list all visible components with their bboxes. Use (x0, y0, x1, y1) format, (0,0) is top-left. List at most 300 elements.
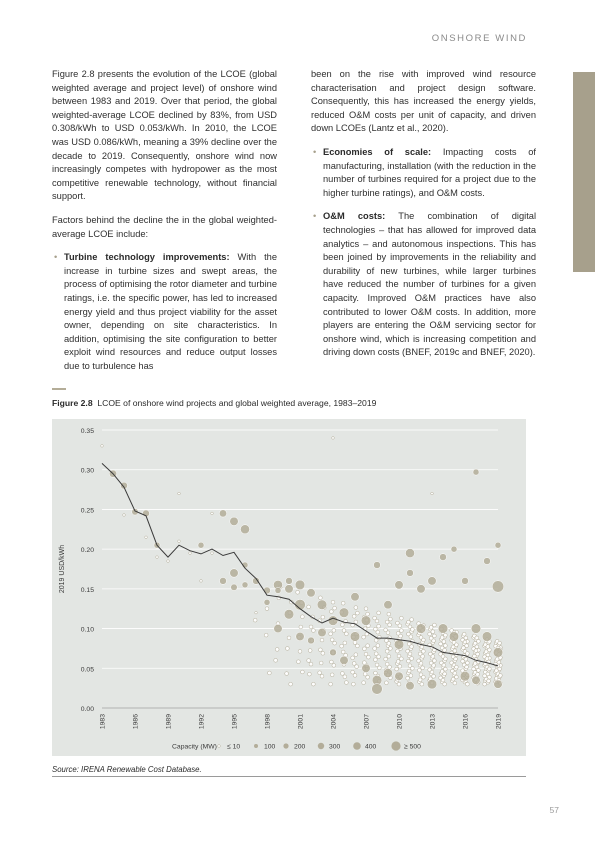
project-marker-small (286, 647, 290, 651)
grid-layer (102, 430, 498, 708)
project-marker (449, 632, 459, 642)
legend-marker (318, 743, 324, 749)
project-marker-small (297, 660, 301, 664)
project-marker-small (268, 671, 272, 675)
project-marker-small (355, 665, 359, 669)
project-marker (295, 580, 305, 590)
project-marker (494, 680, 503, 689)
project-marker-small (332, 663, 336, 667)
project-marker-small (345, 681, 349, 685)
project-marker-small (432, 664, 436, 668)
bullet-om-costs (311, 210, 536, 360)
page-number: 57 (549, 805, 559, 815)
project-marker-small (409, 635, 413, 639)
project-marker-small (321, 651, 325, 655)
project-marker-small (385, 681, 389, 685)
y-tick-label: 0.10 (80, 626, 94, 634)
legend-layer (172, 741, 421, 750)
project-marker-small (474, 649, 478, 653)
lcoe-scatter-chart (52, 419, 526, 756)
figure-title: LCOE of onshore wind projects and global weighted average, 1983–2019 (97, 398, 377, 408)
x-tick-label: 2001 (297, 714, 305, 730)
project-marker-small (433, 659, 437, 663)
project-marker-small (410, 618, 414, 622)
project-marker (178, 492, 181, 495)
project-marker (296, 632, 305, 641)
project-marker-small (454, 657, 458, 661)
project-marker (220, 577, 227, 584)
project-marker-small (341, 672, 345, 676)
x-tick-label: 2013 (429, 714, 437, 730)
y-axis-label: 2019 USD/kWh (59, 544, 66, 594)
project-marker-small (356, 611, 360, 615)
bullet-marker-icon: • (313, 146, 317, 157)
x-tick-label: 1992 (198, 714, 206, 730)
y-tick-label: 0.35 (80, 428, 94, 435)
project-marker-small (374, 638, 378, 642)
project-marker-small (418, 678, 422, 682)
project-marker-small (409, 674, 413, 678)
project-marker (460, 671, 470, 681)
project-marker-small (307, 659, 311, 663)
project-marker (230, 517, 239, 526)
project-marker-small (299, 625, 303, 629)
intro-paragraph: Figure 2.8 presents the evolution of the LCOE (global weighted average and project level) of onshore wind between 1983 and 2019. Over that period, the global weighted-average LCOE declined by 83%, from USD 0.308/kWh to USD 0.053/kWh. In 2010, the LCOE was USD 0.086/kWh, meaning a 39% decline over the decade to 2019. Consequently, onshore wind now increasingly competes with hydropower as the most competitive renewable technology, without financial support. (52, 69, 277, 202)
x-tick-label: 2016 (462, 714, 470, 730)
project-marker-small (395, 667, 399, 671)
project-marker-small (366, 612, 370, 616)
project-marker (274, 624, 283, 633)
project-marker-small (398, 664, 402, 668)
project-marker-small (498, 641, 502, 645)
source-rule (52, 776, 526, 777)
legend-entry: 300 (329, 743, 341, 751)
project-marker-small (429, 626, 433, 630)
project-marker-small (333, 606, 337, 610)
project-marker (286, 577, 293, 584)
project-marker-small (320, 638, 324, 642)
project-marker-small (331, 600, 335, 604)
project-marker-small (301, 670, 305, 674)
project-marker-small (354, 606, 358, 610)
project-marker-small (373, 647, 377, 651)
project-marker (416, 624, 426, 634)
project-marker-small (440, 636, 444, 640)
project-marker-small (396, 649, 400, 653)
project-marker-small (430, 670, 434, 674)
project-marker (340, 656, 349, 665)
project-marker (332, 437, 335, 440)
project-marker-small (499, 674, 503, 678)
project-marker-small (319, 661, 323, 665)
legend-entry: ≤ 10 (227, 743, 241, 751)
project-marker (167, 560, 170, 563)
project-marker-small (320, 674, 324, 678)
project-marker (318, 628, 327, 637)
chart-panel (52, 419, 526, 756)
project-marker-small (340, 644, 344, 648)
project-marker (156, 556, 159, 559)
figure-source: Source: IRENA Renewable Cost Database. (52, 765, 202, 774)
project-marker (285, 585, 294, 594)
legend-marker (254, 744, 258, 748)
project-marker-small (453, 681, 457, 685)
project-marker (495, 542, 501, 548)
project-marker-small (343, 641, 347, 645)
project-marker-small (433, 623, 437, 627)
project-marker-small (461, 659, 465, 663)
project-marker (383, 668, 392, 677)
project-marker-small (376, 644, 380, 648)
project-marker-small (407, 659, 411, 663)
bullet-marker-icon: • (54, 252, 58, 263)
x-tick-label: 1995 (231, 714, 239, 730)
bullet-text: The combination of digital technologies – that has allowed for improved data analytics – and autonomous inspections. This has been joined by improvements in the reliability and durability of new turbines, while larger turbines have reduced the number of turbines for a given capacity. Improved O&M practices have also contributed to lower O&M costs. In addition, more players are entering the O&M servicing sector for onshore wind, which is increasing competition and driving down costs (BNEF, 2019c and BNEF, 2020). (323, 211, 537, 358)
project-marker-small (298, 649, 302, 653)
project-marker-small (443, 648, 447, 652)
project-marker (407, 569, 414, 576)
project-marker (405, 549, 414, 558)
project-marker-small (443, 682, 447, 686)
project-marker-small (341, 650, 345, 654)
project-marker-small (364, 607, 368, 611)
project-marker-small (473, 662, 477, 666)
project-marker-small (366, 675, 370, 679)
section-header: ONSHORE WIND (431, 33, 527, 44)
project-marker-small (319, 648, 323, 652)
y-tick-label: 0.20 (80, 547, 94, 555)
continued-paragraph: been on the rise with improved wind resource characterisation and project design software. Consequently, this has increased the energy yields, reduced O&M costs per unit of capacity, and driven down LCOEs (Lantz et al., 2020). (311, 69, 536, 134)
project-marker-small (400, 616, 404, 620)
factors-intro-paragraph: Factors behind the decline the in the global weighted-average LCOE include: (52, 214, 277, 239)
project-marker (264, 599, 270, 605)
y-tick-label: 0.15 (80, 586, 94, 594)
bullet-turbine-technology (52, 251, 277, 373)
project-marker-small (455, 665, 459, 669)
project-marker (384, 600, 393, 609)
project-marker-small (296, 590, 300, 594)
project-marker-small (287, 636, 291, 640)
project-marker (395, 581, 404, 590)
project-marker (101, 445, 104, 448)
legend-title: Capacity (MW) (172, 743, 217, 751)
bullet-title: Turbine technology improvements: (64, 252, 230, 263)
x-tick-label: 2004 (330, 714, 338, 730)
project-marker-small (428, 632, 432, 636)
project-marker (219, 510, 226, 517)
project-marker-small (353, 673, 357, 677)
project-marker-small (439, 642, 443, 646)
project-marker (394, 640, 404, 650)
project-marker-small (486, 645, 490, 649)
bullet-text: Impacting costs of manufacturing, installation (with the reduction in the number of turbines required for a project due to the higher turbine ratings), and O&M costs. (323, 146, 536, 198)
project-marker-small (274, 658, 278, 662)
project-marker (231, 584, 238, 591)
project-marker-small (341, 623, 345, 627)
project-marker-small (421, 666, 425, 670)
project-marker-small (362, 681, 366, 685)
project-marker-small (351, 656, 355, 660)
project-marker-small (451, 677, 455, 681)
project-marker-small (264, 633, 268, 637)
project-marker-small (453, 671, 457, 675)
project-marker-small (312, 682, 316, 686)
project-marker-small (396, 660, 400, 664)
project-marker-small (342, 629, 346, 633)
project-marker-small (407, 620, 411, 624)
project-marker-small (476, 672, 480, 676)
project-marker-small (411, 628, 415, 632)
project-marker (189, 552, 192, 555)
project-marker-small (352, 682, 356, 686)
project-marker-small (406, 676, 410, 680)
points-layer (101, 437, 504, 695)
left-column (52, 68, 277, 383)
project-marker-small (441, 678, 445, 682)
project-marker-small (422, 649, 426, 653)
project-marker (198, 542, 204, 548)
x-tick-label: 2019 (495, 714, 503, 730)
project-marker-small (367, 655, 371, 659)
project-marker-small (309, 662, 313, 666)
project-marker (317, 600, 327, 610)
project-marker-small (375, 619, 379, 623)
project-marker-small (385, 649, 389, 653)
project-marker (275, 587, 281, 593)
project-marker-small (378, 666, 382, 670)
project-marker-small (419, 661, 423, 665)
project-marker-small (388, 623, 392, 627)
project-marker (307, 589, 316, 598)
project-marker-small (400, 629, 404, 633)
project-marker (211, 552, 214, 555)
bullet-economies-of-scale (311, 146, 536, 200)
legend-marker (218, 745, 221, 748)
project-marker-small (285, 672, 289, 676)
legend-marker (283, 743, 288, 748)
project-marker (472, 676, 481, 685)
project-marker-small (345, 632, 349, 636)
project-marker (427, 679, 437, 689)
project-marker-small (483, 674, 487, 678)
bullet-marker-icon: • (313, 211, 317, 222)
project-marker-small (330, 638, 334, 642)
x-tick-label: 1989 (165, 714, 173, 730)
project-marker-small (389, 647, 393, 651)
project-marker (330, 649, 337, 656)
project-marker (230, 569, 239, 578)
project-marker (431, 492, 434, 495)
project-marker (178, 540, 181, 543)
project-marker (145, 536, 148, 539)
x-tick-label: 1998 (264, 714, 272, 730)
project-marker-small (488, 667, 492, 671)
project-marker-small (376, 630, 380, 634)
project-marker-small (442, 663, 446, 667)
project-marker-small (495, 657, 499, 661)
project-marker-small (485, 657, 489, 661)
bullet-text: With the increase in turbine sizes and swept areas, the process of optimising the rotor diameter and turbine ratings, i.e. the specific power, has led to increased energy yield and thus project viability for the asset owner, depending on site characteristics. In addition, optimising the site configuration to better exploit wind resources and reduce output losses due to turbulence has (64, 252, 278, 371)
project-marker (339, 608, 349, 618)
x-tick-label: 2010 (396, 714, 404, 730)
project-marker-small (397, 682, 401, 686)
project-marker-small (472, 667, 476, 671)
project-marker-small (308, 672, 312, 676)
project-marker (462, 577, 469, 584)
bullet-title: O&M costs: (323, 211, 386, 222)
project-marker-small (387, 654, 391, 658)
figure-rule (52, 388, 66, 390)
project-marker (308, 637, 315, 644)
legend-entry: 200 (294, 743, 306, 751)
project-marker-small (319, 596, 323, 600)
project-marker-small (463, 640, 467, 644)
project-marker-small (422, 638, 426, 642)
project-marker (372, 684, 383, 695)
project-marker (284, 609, 294, 619)
figure-label: Figure 2.8 (52, 398, 93, 408)
project-marker-small (495, 669, 499, 673)
project-marker-small (377, 611, 381, 615)
project-marker-small (487, 679, 491, 683)
project-marker-small (343, 675, 347, 679)
project-marker (438, 624, 448, 634)
project-marker-small (387, 642, 391, 646)
project-marker-small (462, 646, 466, 650)
figure-caption (52, 398, 376, 408)
project-marker-small (329, 682, 333, 686)
y-tick-label: 0.25 (80, 507, 94, 515)
project-marker-small (444, 657, 448, 661)
project-marker-small (410, 645, 414, 649)
project-marker (242, 582, 248, 588)
project-marker (351, 593, 360, 602)
x-tick-label: 1986 (132, 714, 140, 730)
project-marker-small (431, 630, 435, 634)
project-marker (451, 546, 457, 552)
project-marker-small (363, 647, 367, 651)
project-marker-small (333, 641, 337, 645)
legend-entry: 400 (365, 743, 377, 751)
project-marker-small (377, 655, 381, 659)
project-marker-small (330, 610, 334, 614)
project-marker-small (473, 641, 477, 645)
project-marker-small (422, 675, 426, 679)
project-marker-small (275, 648, 279, 652)
legend-marker (353, 742, 361, 750)
project-marker-small (443, 672, 447, 676)
project-marker-small (451, 645, 455, 649)
project-marker-small (318, 671, 322, 675)
y-tick-label: 0.05 (80, 666, 94, 674)
project-marker (255, 611, 258, 614)
project-marker (406, 682, 415, 691)
project-marker-small (473, 654, 477, 658)
project-marker-small (307, 605, 311, 609)
project-marker-small (462, 632, 466, 636)
project-marker-small (475, 636, 479, 640)
right-column (311, 68, 536, 370)
project-marker-small (330, 660, 334, 664)
project-marker (428, 577, 437, 586)
project-marker (417, 585, 426, 594)
project-marker (374, 562, 381, 569)
project-marker (362, 664, 371, 673)
project-marker-small (386, 631, 390, 635)
project-marker-small (433, 634, 437, 638)
project-marker (123, 514, 126, 517)
project-marker-small (352, 614, 356, 618)
x-tick-label: 1983 (99, 714, 107, 730)
project-marker (482, 632, 492, 642)
project-marker-small (356, 644, 360, 648)
project-marker-small (407, 669, 411, 673)
project-marker-small (308, 649, 312, 653)
project-marker-small (389, 617, 393, 621)
project-marker-small (265, 607, 269, 611)
project-marker-small (398, 624, 402, 628)
bullet-title: Economies of scale: (323, 146, 432, 157)
project-marker-small (410, 657, 414, 661)
project-marker (264, 587, 271, 594)
legend-marker (391, 741, 400, 750)
project-marker-small (418, 668, 422, 672)
project-marker (328, 616, 338, 626)
project-marker-small (253, 618, 257, 622)
project-marker-small (421, 654, 425, 658)
project-marker-small (289, 682, 293, 686)
project-marker-small (384, 657, 388, 661)
project-marker-small (321, 615, 325, 619)
section-side-tab (573, 72, 595, 272)
project-marker-small (466, 682, 470, 686)
project-marker-small (431, 655, 435, 659)
y-tick-label: 0.00 (80, 706, 94, 713)
project-marker (200, 580, 203, 583)
legend-entry: 100 (264, 743, 276, 751)
project-marker-small (366, 644, 370, 648)
project-marker-small (483, 682, 487, 686)
project-marker (473, 469, 479, 475)
project-marker-small (408, 652, 412, 656)
project-marker-small (420, 682, 424, 686)
project-marker-small (332, 628, 336, 632)
project-marker-small (362, 635, 366, 639)
project-marker (350, 632, 360, 642)
project-marker-small (377, 624, 381, 628)
project-marker-small (465, 665, 469, 669)
project-marker-small (432, 639, 436, 643)
project-marker-small (399, 634, 403, 638)
project-marker-small (301, 615, 305, 619)
project-marker (395, 672, 404, 681)
project-marker-small (354, 653, 358, 657)
project-marker-small (329, 632, 333, 636)
project-marker-small (330, 673, 334, 677)
legend-entry: ≥ 500 (404, 743, 421, 751)
project-marker (493, 648, 503, 658)
project-marker-small (411, 666, 415, 670)
project-marker-small (484, 650, 488, 654)
project-marker-small (341, 601, 345, 605)
project-marker (211, 512, 214, 515)
project-marker-small (312, 629, 316, 633)
project-marker (440, 554, 447, 561)
project-marker (361, 616, 371, 626)
x-tick-label: 2007 (363, 714, 371, 730)
project-marker (471, 624, 481, 634)
project-marker (240, 525, 249, 534)
